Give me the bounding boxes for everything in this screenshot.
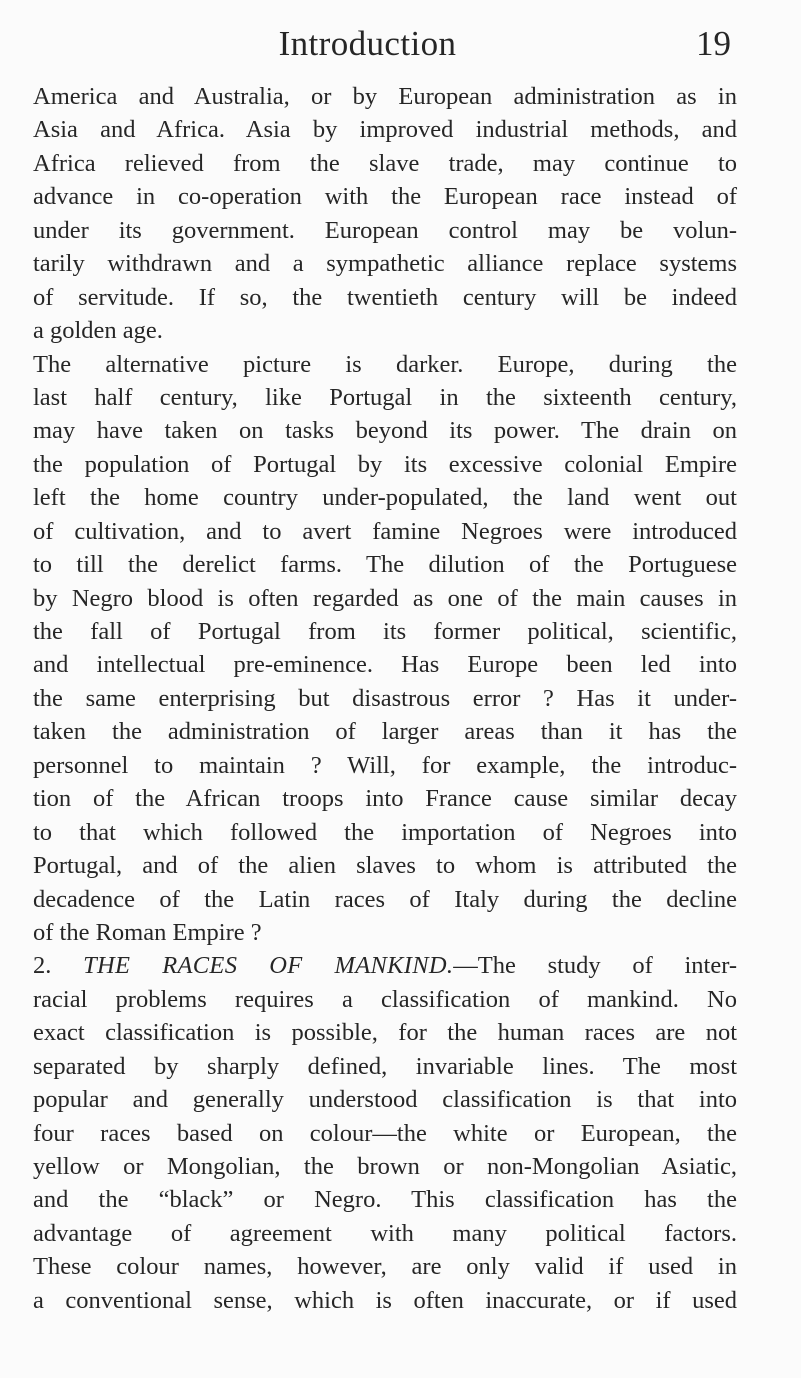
text-line: exact classification is possible, for the human races are not — [33, 1019, 737, 1047]
text-line: decadence of the Latin races of Italy during the decline — [33, 885, 737, 913]
text-line: yellow or Mongolian, the brown or non-Mongolian Asiatic, — [33, 1153, 737, 1180]
section-number: 2. — [33, 952, 52, 980]
text-line: America and Australia, or by European administration as in — [33, 83, 737, 110]
text-line: tion of the African troops into France cause similar decay — [33, 785, 737, 813]
text-line: Africa relieved from the slave trade, may continue to — [33, 149, 737, 177]
section-heading: THE RACES OF MANKIND. — [83, 952, 454, 980]
section-first-line: —The study of inter- — [453, 952, 738, 980]
text-line: last half century, like Portugal in the sixteenth century, — [33, 383, 737, 411]
text-line: of servitude. If so, the twentieth century will be indeed — [33, 283, 737, 311]
running-title: Introduction — [278, 24, 457, 63]
text-line: to that which followed the importation of Negroes into — [33, 818, 737, 846]
text-line: These colour names, however, are only valid if used in — [33, 1253, 737, 1281]
text-line: popular and generally understood classification is that into — [33, 1086, 737, 1114]
text-line: a conventional sense, which is often inaccurate, or if used — [33, 1286, 737, 1314]
body-text — [33, 80, 737, 1317]
text-line: taken the administration of larger areas than it has the — [33, 718, 737, 746]
text-line: The alternative picture is darker. Europe, during the — [33, 350, 737, 378]
text-line: the population of Portugal by its excessive colonial Empire — [33, 450, 737, 478]
text-line: tarily withdrawn and a sympathetic alliance replace systems — [33, 250, 737, 278]
text-line: the same enterprising but disastrous error ? Has it under- — [33, 684, 737, 712]
text-line: a golden age. — [33, 317, 163, 345]
text-line: advantage of agreement with many political factors. — [33, 1219, 737, 1247]
section-heading-line — [33, 949, 737, 982]
text-line: and the “black” or Negro. This classification has the — [33, 1186, 737, 1214]
text-line: of the Roman Empire ? — [33, 918, 262, 946]
text-line: racial problems requires a classification of mankind. No — [33, 985, 737, 1013]
text-line: personnel to maintain ? Will, for example, the introduc- — [33, 751, 737, 779]
text-line: the fall of Portugal from its former political, scientific, — [33, 618, 737, 645]
text-line: Portugal, and of the alien slaves to whom is attributed the — [33, 852, 737, 880]
text-line: four races based on colour—the white or European, the — [33, 1119, 737, 1147]
text-line: left the home country under-populated, the land went out — [33, 484, 737, 512]
running-head — [0, 18, 801, 68]
text-line: of cultivation, and to avert famine Negroes were introduced — [33, 517, 737, 545]
text-line: may have taken on tasks beyond its power. The drain on — [33, 417, 737, 445]
text-line: by Negro blood is often regarded as one of the main causes in — [33, 584, 737, 612]
text-line: Asia and Africa. Asia by improved industrial methods, and — [33, 116, 737, 144]
page-number: 19 — [696, 24, 731, 63]
text-line: separated by sharply defined, invariable lines. The most — [33, 1052, 737, 1080]
text-line: to till the derelict farms. The dilution of the Portuguese — [33, 551, 737, 579]
text-line: advance in co-operation with the European race instead of — [33, 183, 737, 211]
text-line: under its government. European control may be volun- — [33, 216, 737, 244]
text-line: and intellectual pre-eminence. Has Europe been led into — [33, 651, 737, 679]
